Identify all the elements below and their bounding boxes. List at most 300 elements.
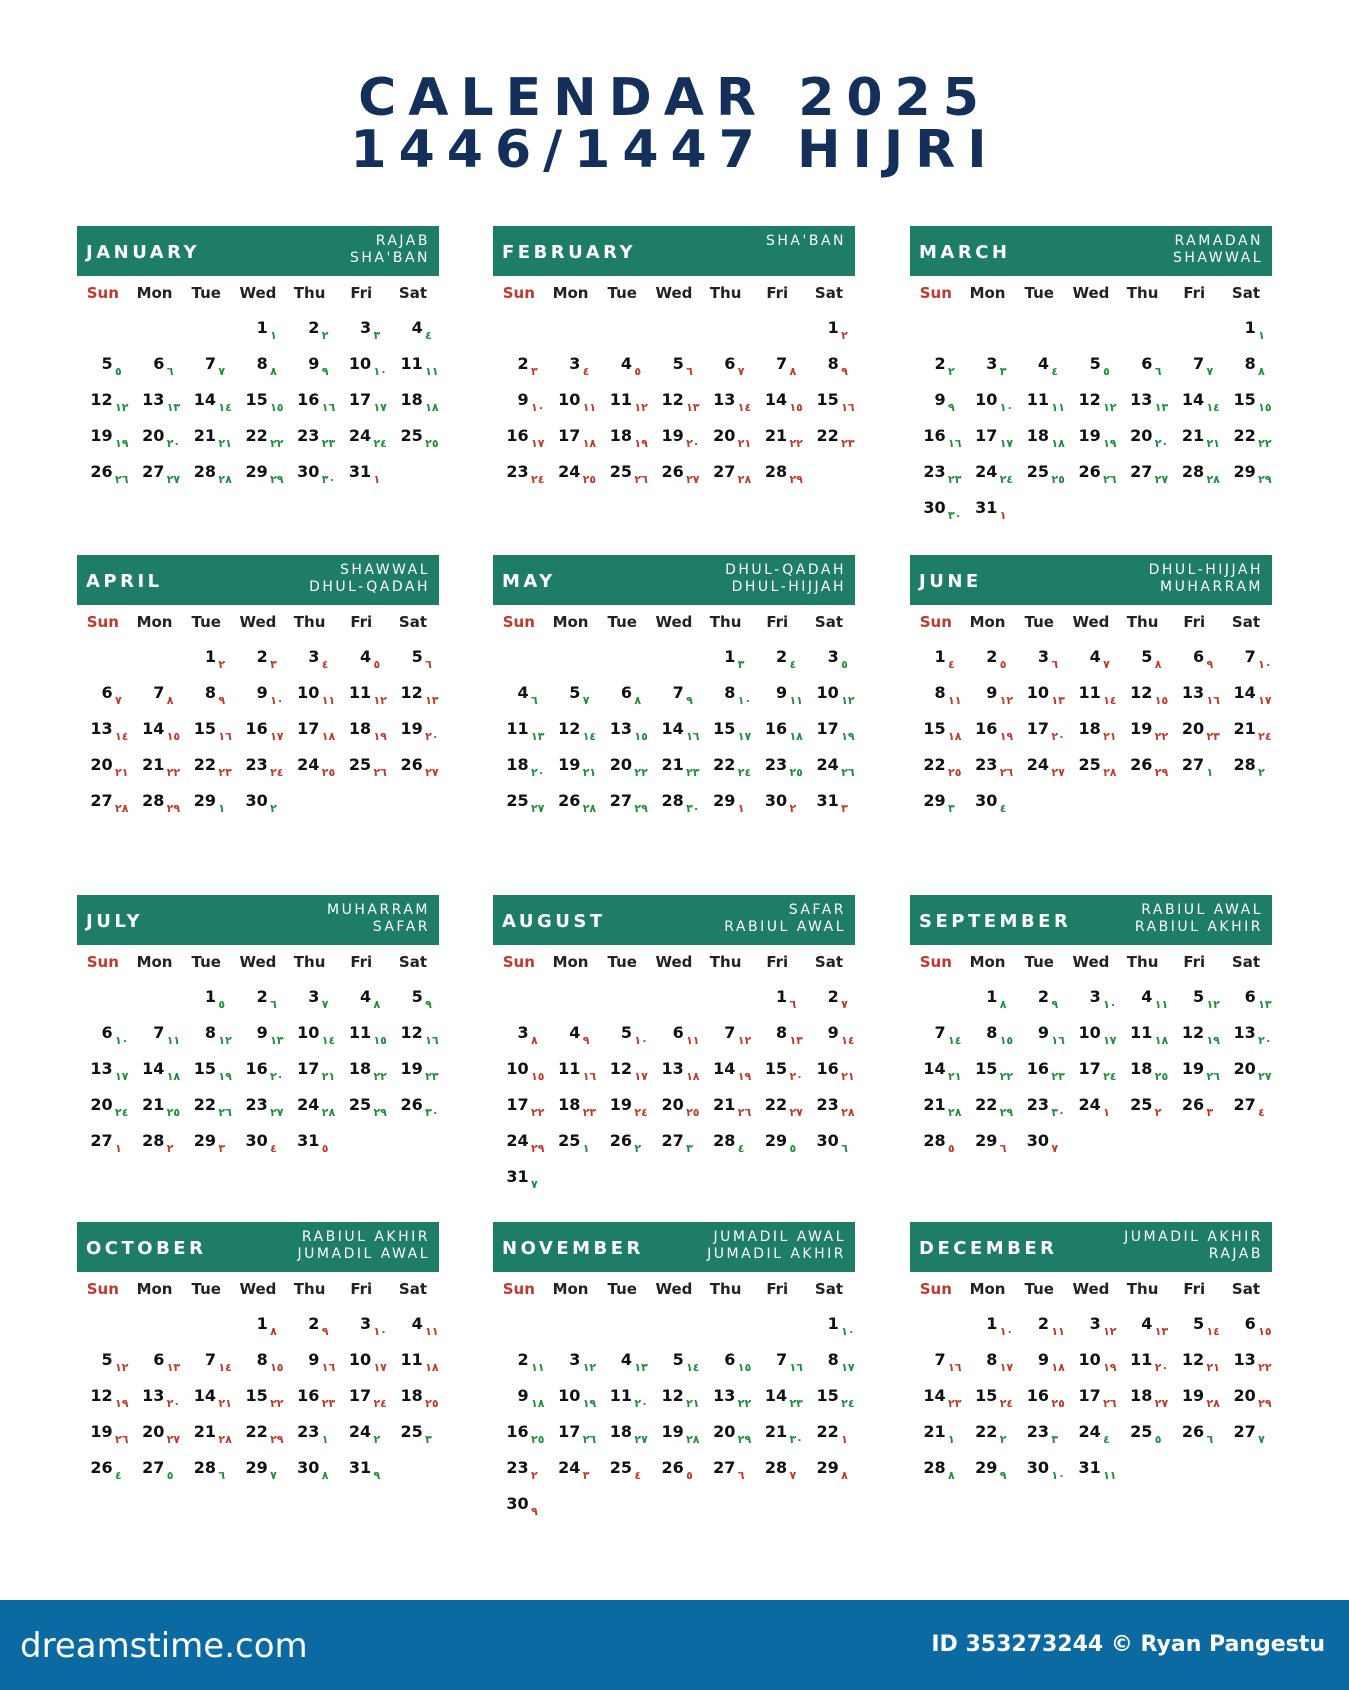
day-cell (387, 643, 439, 679)
gregorian-day: 14 (923, 1059, 946, 1078)
day-cell (232, 751, 284, 787)
weekday-label: Wed (655, 953, 693, 971)
weekday-label: Tue (191, 1280, 221, 1298)
day-cell (648, 1091, 700, 1127)
hijri-day: ٦ (425, 658, 432, 671)
hijri-day: ٢٠ (1154, 1361, 1169, 1374)
gregorian-day: 13 (609, 719, 633, 738)
gregorian-day: 30 (506, 1494, 529, 1513)
empty-cell (751, 314, 803, 350)
day-cell (803, 386, 855, 422)
day-cell (1220, 458, 1272, 494)
gregorian-day: 5 (672, 354, 684, 373)
hijri-day: ٨ (373, 998, 381, 1011)
day-cell (1013, 1310, 1065, 1346)
hijri-day: ١٤ (218, 401, 232, 414)
hijri-day: ٣ (1051, 1433, 1059, 1446)
day-cell (232, 643, 284, 679)
hijri-day: ٢٥ (425, 437, 439, 450)
day-cell (493, 715, 545, 751)
day-cell (751, 1346, 803, 1382)
gregorian-day: 1 (204, 647, 217, 666)
hijri-day: ١٣ (1051, 694, 1065, 707)
hijri-day: ٢ (166, 1142, 174, 1155)
gregorian-day: 18 (609, 426, 633, 445)
gregorian-day: 7 (204, 354, 217, 373)
hijri-months (766, 233, 846, 250)
hijri-day: ١٠ (737, 694, 752, 707)
day-cell (232, 1055, 284, 1091)
hijri-month-name: RABIUL AKHIR (301, 1229, 430, 1245)
hijri-day: ٦ (737, 1469, 745, 1482)
gregorian-day: 10 (348, 354, 372, 373)
day-cell (1117, 350, 1169, 386)
hijri-day: ٢١ (218, 437, 232, 450)
gregorian-day: 16 (1026, 1386, 1050, 1405)
day-cell (180, 679, 232, 715)
day-cell (284, 751, 336, 787)
hijri-day: ٢٧ (166, 473, 181, 486)
hijri-day: ١٩ (737, 1070, 752, 1083)
day-cell (129, 715, 181, 751)
gregorian-day: 28 (923, 1458, 946, 1477)
hijri-day: ١٧ (999, 437, 1014, 450)
hijri-months (1124, 1229, 1263, 1263)
hijri-day: ٢٩ (737, 1433, 752, 1446)
days-grid (910, 983, 1272, 1163)
hijri-day: ١٩ (1103, 437, 1117, 450)
day-cell (545, 422, 597, 458)
gregorian-day: 26 (90, 462, 113, 481)
hijri-day: ٢٧ (1051, 766, 1065, 779)
day-cell (1013, 1382, 1065, 1418)
calendar-title: CALENDAR 2025 (358, 68, 991, 128)
month-name: SEPTEMBER (919, 911, 1072, 932)
gregorian-day: 28 (764, 1458, 788, 1477)
empty-cell (545, 643, 597, 679)
gregorian-day: 19 (661, 426, 684, 445)
day-cell (1065, 643, 1117, 679)
weekday-row (493, 276, 855, 314)
gregorian-day: 6 (724, 1350, 736, 1369)
gregorian-day: 24 (558, 1458, 581, 1477)
hijri-day: ٢٣ (686, 766, 700, 779)
day-cell (751, 458, 803, 494)
day-cell (1065, 715, 1117, 751)
day-cell (129, 386, 181, 422)
hijri-day: ١٤ (1206, 401, 1220, 414)
day-cell (180, 1091, 232, 1127)
day-cell (596, 422, 648, 458)
gregorian-day: 19 (661, 1422, 684, 1441)
gregorian-day: 14 (142, 1059, 165, 1078)
hijri-day: ٢٧ (531, 802, 545, 815)
hijri-day: ٢١ (1206, 437, 1220, 450)
gregorian-day: 18 (558, 1095, 581, 1114)
gregorian-day: 7 (934, 1023, 946, 1042)
weekday-label: Tue (1024, 1280, 1054, 1298)
day-cell (962, 1055, 1014, 1091)
empty-cell (962, 314, 1014, 350)
gregorian-day: 1 (986, 987, 998, 1006)
day-cell (77, 1091, 129, 1127)
day-cell (77, 1055, 129, 1091)
hijri-day: ٤ (634, 1469, 642, 1482)
gregorian-day: 17 (297, 719, 320, 738)
gregorian-day: 4 (1141, 987, 1153, 1006)
hijri-day: ٨ (789, 365, 797, 378)
hijri-day: ٥ (1103, 365, 1110, 378)
hijri-day: ٩ (1051, 998, 1059, 1011)
hijri-day: ٢٣ (218, 766, 232, 779)
day-cell (180, 422, 232, 458)
day-cell (335, 983, 387, 1019)
day-cell (335, 1382, 387, 1418)
day-cell (77, 458, 129, 494)
gregorian-day: 3 (359, 318, 372, 337)
gregorian-day: 2 (308, 318, 320, 337)
day-cell (387, 386, 439, 422)
day-cell (493, 1382, 545, 1418)
gregorian-day: 22 (245, 426, 268, 445)
day-cell (962, 715, 1014, 751)
hijri-day: ٩ (321, 365, 329, 378)
day-cell (1117, 643, 1169, 679)
gregorian-day: 30 (245, 791, 268, 810)
hijri-day: ١٤ (686, 1361, 700, 1374)
day-cell (962, 1019, 1014, 1055)
hijri-day: ٢٨ (686, 1433, 700, 1446)
hijri-day: ٢٨ (737, 473, 752, 486)
weekday-label: Wed (1072, 1280, 1110, 1298)
gregorian-day: 28 (193, 1458, 217, 1477)
hijri-day: ٢٦ (841, 766, 855, 779)
hijri-day: ٩ (218, 694, 226, 707)
hijri-day: ٢٠ (166, 1397, 181, 1410)
site-logo[interactable]: dreamstime.com (20, 1626, 308, 1666)
day-cell (910, 1091, 962, 1127)
day-cell (493, 1091, 545, 1127)
hijri-day: ٢٥ (1051, 473, 1065, 486)
day-cell (700, 643, 752, 679)
month-header (910, 226, 1272, 276)
hijri-day: ٤ (582, 365, 590, 378)
hijri-day: ١١ (582, 401, 597, 414)
day-cell (545, 787, 597, 823)
gregorian-day: 18 (348, 1059, 372, 1078)
gregorian-day: 6 (620, 683, 633, 702)
empty-cell (545, 983, 597, 1019)
empty-cell (129, 643, 181, 679)
empty-cell (1168, 314, 1220, 350)
hijri-day: ٢٧ (270, 1106, 284, 1119)
hijri-day: ٢٩ (270, 473, 284, 486)
hijri-day: ٢٢ (1154, 730, 1169, 743)
hijri-month-name: DHUL-QADAH (725, 562, 846, 578)
day-cell (545, 1127, 597, 1163)
gregorian-day: 10 (1026, 683, 1050, 702)
gregorian-day: 24 (297, 1095, 320, 1114)
hijri-day: ١٤ (1103, 694, 1117, 707)
hijri-day: ١٢ (115, 1361, 129, 1374)
day-cell (387, 350, 439, 386)
weekday-label: Mon (136, 284, 173, 302)
hijri-day: ١٨ (1051, 437, 1065, 450)
day-cell (1013, 350, 1065, 386)
weekday-label: Thu (709, 1280, 742, 1298)
hijri-months (350, 233, 430, 267)
hijri-day: ٢٢ (999, 1070, 1014, 1083)
gregorian-day: 12 (1078, 390, 1101, 409)
gregorian-day: 20 (90, 1095, 113, 1114)
weekday-label: Mon (552, 1280, 589, 1298)
hijri-day: ٢٨ (582, 802, 597, 815)
month-december (910, 1222, 1272, 1490)
hijri-day: ١٧ (373, 401, 387, 414)
day-cell (596, 1127, 648, 1163)
day-cell (1117, 679, 1169, 715)
weekday-label: Thu (1126, 284, 1159, 302)
days-grid (493, 314, 855, 494)
hijri-day: ١٠ (1051, 1469, 1065, 1482)
gregorian-day: 30 (816, 1131, 839, 1150)
hijri-day: ٢٣ (948, 473, 962, 486)
gregorian-day: 12 (661, 390, 684, 409)
gregorian-day: 31 (348, 1458, 372, 1477)
day-cell (910, 787, 962, 823)
hijri-day: ١٠ (634, 1034, 648, 1047)
day-cell (962, 1454, 1014, 1490)
gregorian-day: 12 (1181, 1023, 1205, 1042)
gregorian-day: 2 (256, 987, 268, 1006)
gregorian-day: 8 (986, 1350, 998, 1369)
weekday-label: Tue (191, 613, 221, 631)
gregorian-day: 30 (923, 498, 946, 517)
day-cell (1065, 1310, 1117, 1346)
hijri-day: ١ (582, 1142, 590, 1155)
days-grid (910, 314, 1272, 530)
gregorian-day: 31 (816, 791, 839, 810)
hijri-day: ٧ (582, 694, 590, 707)
day-cell (1013, 1346, 1065, 1382)
gregorian-day: 21 (142, 755, 165, 774)
hijri-day: ١٠ (270, 694, 284, 707)
gregorian-day: 7 (1244, 647, 1256, 666)
days-grid (493, 1310, 855, 1526)
hijri-months (1173, 233, 1263, 267)
gregorian-day: 5 (1141, 647, 1153, 666)
day-cell (648, 1418, 700, 1454)
day-cell (1168, 679, 1220, 715)
gregorian-day: 11 (1026, 390, 1050, 409)
day-cell (700, 422, 752, 458)
hijri-day: ٢ (218, 658, 226, 671)
day-cell (387, 422, 439, 458)
hijri-day: ١٩ (582, 1397, 597, 1410)
hijri-day: ١٩ (218, 1070, 232, 1083)
gregorian-day: 31 (506, 1167, 529, 1186)
gregorian-day: 15 (816, 1386, 839, 1405)
gregorian-day: 9 (775, 683, 788, 702)
gregorian-day: 6 (1141, 354, 1153, 373)
hijri-day: ١٦ (789, 1361, 803, 1374)
day-cell (335, 458, 387, 494)
hijri-day: ٢٥ (166, 1106, 181, 1119)
hijri-day: ١٦ (686, 730, 700, 743)
gregorian-day: 29 (764, 1131, 788, 1150)
day-cell (1065, 422, 1117, 458)
day-cell (648, 679, 700, 715)
day-cell (596, 715, 648, 751)
day-cell (284, 386, 336, 422)
hijri-day: ٢٨ (115, 802, 129, 815)
hijri-day: ٢٢ (531, 1106, 545, 1119)
gregorian-day: 12 (1181, 1350, 1205, 1369)
day-cell (648, 1055, 700, 1091)
day-cell (910, 1055, 962, 1091)
weekday-label: Fri (766, 613, 789, 631)
empty-cell (910, 1310, 962, 1346)
day-cell (803, 1019, 855, 1055)
gregorian-day: 3 (1037, 647, 1050, 666)
hijri-month-name: RAMADAN (1174, 233, 1263, 249)
day-cell (387, 1382, 439, 1418)
hijri-day: ٧ (270, 1469, 277, 1482)
gregorian-day: 7 (153, 683, 165, 702)
hijri-day: ٢٨ (218, 473, 232, 486)
weekday-label: Mon (136, 613, 173, 631)
hijri-day: ٧ (737, 365, 745, 378)
gregorian-day: 21 (1233, 719, 1256, 738)
gregorian-day: 8 (1244, 354, 1256, 373)
hijri-day: ٢٤ (270, 766, 284, 779)
weekday-label: Mon (969, 284, 1006, 302)
hijri-day: ١٢ (1103, 1325, 1117, 1338)
gregorian-day: 8 (986, 1023, 998, 1042)
gregorian-day: 9 (256, 683, 268, 702)
gregorian-day: 26 (661, 1458, 684, 1477)
day-cell (1168, 1418, 1220, 1454)
day-cell (129, 422, 181, 458)
gregorian-day: 22 (975, 1095, 998, 1114)
day-cell (180, 1382, 232, 1418)
day-cell (648, 386, 700, 422)
hijri-day: ٢٥ (686, 1106, 700, 1119)
weekday-label: Tue (1024, 953, 1054, 971)
gregorian-day: 18 (400, 1386, 423, 1405)
hijri-day: ٨ (166, 694, 174, 707)
gregorian-day: 4 (517, 683, 529, 702)
gregorian-day: 12 (609, 1059, 633, 1078)
day-cell (493, 1055, 545, 1091)
day-cell (545, 1055, 597, 1091)
hijri-day: ١٨ (686, 1070, 700, 1083)
day-cell (284, 1091, 336, 1127)
hijri-day: ١١ (166, 1034, 181, 1047)
days-grid (493, 643, 855, 823)
day-cell (803, 314, 855, 350)
hijri-day: ٢١ (115, 766, 129, 779)
day-cell (232, 1454, 284, 1490)
hijri-day: ٣ (841, 802, 848, 815)
hijri-day: ١٤ (115, 730, 129, 743)
hijri-day: ٢٥ (1051, 1397, 1065, 1410)
hijri-day: ١٨ (425, 401, 439, 414)
day-cell (596, 1346, 648, 1382)
weekday-label: Sun (502, 953, 535, 971)
hijri-day: ١٠ (1258, 658, 1272, 671)
empty-cell (493, 1310, 545, 1346)
hijri-day: ١٥ (1258, 1325, 1272, 1338)
day-cell (700, 1091, 752, 1127)
hijri-day: ٤ (789, 658, 797, 671)
hijri-day: ١٩ (999, 730, 1014, 743)
empty-cell (493, 983, 545, 1019)
weekday-label: Sat (1231, 613, 1261, 631)
hijri-day: ٢٥ (1154, 1070, 1169, 1083)
day-cell (284, 458, 336, 494)
day-cell (751, 1382, 803, 1418)
day-cell (751, 422, 803, 458)
hijri-day: ٨ (999, 998, 1007, 1011)
hijri-day: ٤ (1258, 1106, 1265, 1119)
gregorian-day: 8 (256, 354, 268, 373)
hijri-day: ٣٠ (425, 1106, 439, 1119)
gregorian-day: 18 (609, 1422, 633, 1441)
gregorian-day: 1 (827, 318, 839, 337)
hijri-day: ٨ (321, 1469, 329, 1482)
day-cell (1013, 1418, 1065, 1454)
weekday-label: Mon (136, 953, 173, 971)
gregorian-day: 4 (569, 1023, 581, 1042)
gregorian-day: 14 (764, 390, 788, 409)
hijri-day: ٧ (841, 998, 848, 1011)
day-cell (1220, 1418, 1272, 1454)
hijri-day: ٢٣ (948, 1397, 962, 1410)
hijri-day: ١٦ (321, 1361, 336, 1374)
hijri-day: ٦ (841, 1142, 848, 1155)
gregorian-day: 3 (569, 354, 581, 373)
gregorian-day: 13 (1233, 1023, 1256, 1042)
gregorian-day: 26 (609, 1131, 633, 1150)
gregorian-day: 8 (256, 1350, 268, 1369)
day-cell (284, 1055, 336, 1091)
day-cell (1013, 422, 1065, 458)
gregorian-day: 2 (986, 647, 998, 666)
gregorian-day: 8 (827, 354, 839, 373)
weekday-label: Sat (814, 953, 844, 971)
empty-cell (77, 643, 129, 679)
day-cell (335, 643, 387, 679)
day-cell (803, 787, 855, 823)
day-cell (700, 458, 752, 494)
hijri-day: ٦ (999, 1142, 1007, 1155)
weekday-label: Tue (607, 284, 637, 302)
hijri-day: ١٣ (531, 730, 545, 743)
day-cell (1168, 1091, 1220, 1127)
empty-cell (648, 983, 700, 1019)
day-cell (129, 1418, 181, 1454)
hijri-day: ١٤ (582, 730, 597, 743)
hijri-month-name: SHAWWAL (339, 562, 430, 578)
hijri-day: ١٢ (841, 694, 855, 707)
gregorian-day: 29 (245, 462, 268, 481)
day-cell (1013, 1091, 1065, 1127)
month-october (77, 1222, 439, 1490)
days-grid (493, 983, 855, 1199)
gregorian-day: 22 (764, 1095, 788, 1114)
empty-cell (751, 1310, 803, 1346)
